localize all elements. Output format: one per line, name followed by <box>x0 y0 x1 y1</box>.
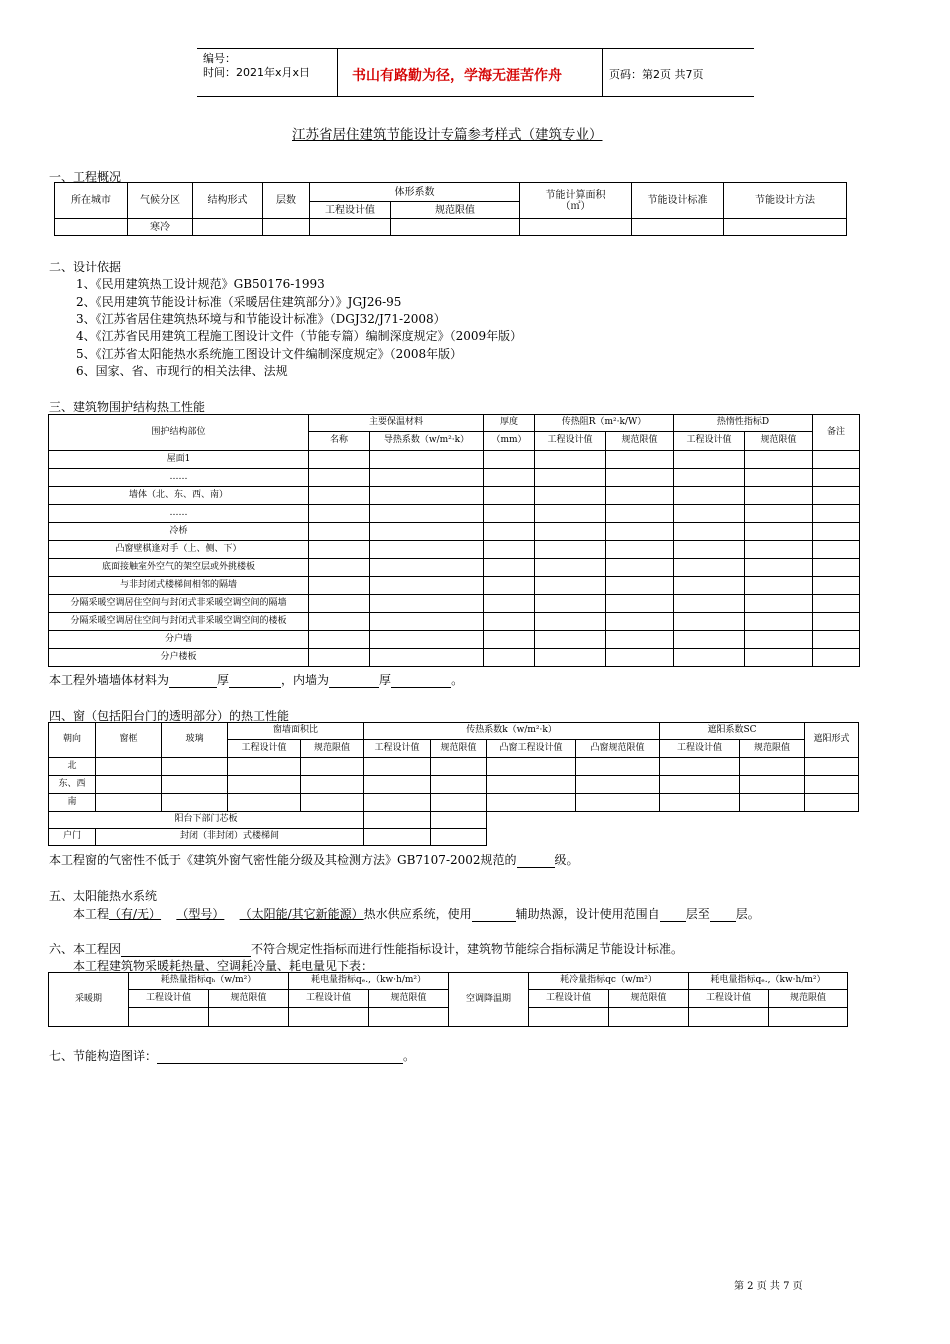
cell <box>484 631 535 649</box>
cell <box>674 649 745 667</box>
cell <box>724 219 847 236</box>
cell <box>674 523 745 541</box>
cell <box>813 523 860 541</box>
table-row <box>49 523 860 541</box>
solar-water-line <box>73 905 760 922</box>
cell <box>370 613 484 631</box>
th-bay-limit: 凸窗规范限值 <box>576 740 660 758</box>
th-ratio-design: 工程设计值 <box>228 740 301 758</box>
th-cooling-period: 空调降温期 <box>449 973 529 1027</box>
option-model[interactable]: （型号） <box>176 907 225 921</box>
option-yes-no[interactable]: （有/无） <box>109 907 162 921</box>
reference-item: 4、《江苏省民用建筑工程施工图设计文件（节能专篇）编制深度规定》（2009年版） <box>76 329 523 343</box>
blank-field[interactable] <box>121 944 251 957</box>
table-row <box>49 541 860 559</box>
cell <box>484 595 535 613</box>
row-balcony-door-panel: 阳台下部门芯板 <box>49 812 364 829</box>
blank-field[interactable] <box>391 675 451 688</box>
cell <box>129 1008 209 1027</box>
cell <box>193 219 263 236</box>
envelope-part-label: …… <box>49 505 309 523</box>
cell <box>96 776 162 794</box>
airtightness-note <box>49 851 579 868</box>
cell <box>520 219 632 236</box>
section-1-heading: 一、工程概况 <box>49 170 122 184</box>
cell <box>535 595 606 613</box>
reference-item: 3、《江苏省居住建筑热环境与和节能设计标准》（DGJ32/J71-2008） <box>76 312 446 326</box>
blank-field[interactable] <box>229 675 281 688</box>
th-heat-index: 耗热量指标qₕ（w/m²） <box>129 973 289 990</box>
cell <box>576 794 660 812</box>
cell <box>535 469 606 487</box>
th-floors: 层数 <box>263 183 310 219</box>
cell <box>745 523 813 541</box>
cell-merged <box>487 812 859 846</box>
cell <box>370 577 484 595</box>
cell <box>484 613 535 631</box>
cell <box>606 451 674 469</box>
cell <box>606 559 674 577</box>
cell <box>745 577 813 595</box>
cell <box>529 1008 609 1027</box>
th-design-value: 工程设计值 <box>689 990 769 1008</box>
cell <box>606 613 674 631</box>
cell <box>209 1008 289 1027</box>
envelope-part-label: 屋面1 <box>49 451 309 469</box>
th-sc-design: 工程设计值 <box>660 740 740 758</box>
header-motto: 书山有路勤为径，学海无涯苦作舟 <box>352 68 562 84</box>
th-energy-standard: 节能设计标准 <box>632 183 724 219</box>
cell <box>309 577 370 595</box>
table-row <box>49 631 860 649</box>
table-row <box>49 577 860 595</box>
cell <box>370 631 484 649</box>
th-climate-zone: 气候分区 <box>128 183 193 219</box>
cell <box>228 776 301 794</box>
cell <box>745 541 813 559</box>
cell <box>813 577 860 595</box>
th-thermal-inertia: 热惰性指标D <box>674 415 813 432</box>
th-shading-type: 遮阳形式 <box>805 723 859 758</box>
cell <box>535 577 606 595</box>
cell <box>745 649 813 667</box>
th-limit-value: 规范限值 <box>369 990 449 1008</box>
cell <box>487 794 576 812</box>
note-text: 六、本工程因 <box>49 942 122 956</box>
th-heating-period: 采暖期 <box>49 973 129 1027</box>
th-energy-area: 节能计算面积 （㎡） <box>520 183 632 219</box>
section-7-heading <box>49 1047 415 1064</box>
cell <box>674 541 745 559</box>
table-row <box>49 487 860 505</box>
cell <box>606 469 674 487</box>
cell <box>813 559 860 577</box>
reference-item: 1、《民用建筑热工设计规范》GB50176-1993 <box>76 277 325 291</box>
blank-field[interactable] <box>517 855 555 868</box>
cell <box>674 487 745 505</box>
cell-climate-value: 寒冷 <box>128 219 193 236</box>
project-overview-table <box>54 182 847 236</box>
header-top-line <box>197 48 754 49</box>
note-text: 层。 <box>735 907 760 921</box>
note-text: 级。 <box>554 853 579 867</box>
cell <box>309 649 370 667</box>
th-thermal-resistance: 传热阻R（m²·k/W） <box>535 415 674 432</box>
cell <box>535 487 606 505</box>
table-row <box>49 758 859 776</box>
cell <box>309 559 370 577</box>
cell <box>535 559 606 577</box>
table-row <box>49 613 860 631</box>
cell <box>487 776 576 794</box>
cell <box>813 451 860 469</box>
window-thermal-table <box>48 722 859 846</box>
cell <box>813 541 860 559</box>
option-energy-type[interactable]: （太阳能/其它新能源） <box>239 907 364 921</box>
envelope-thermal-table <box>48 414 860 667</box>
table-row <box>49 595 860 613</box>
cell <box>263 219 310 236</box>
blank-field[interactable] <box>660 909 686 922</box>
cell <box>431 776 487 794</box>
cell <box>674 559 745 577</box>
cell <box>484 577 535 595</box>
cell <box>162 758 228 776</box>
cell <box>484 523 535 541</box>
th-r-limit: 规范限值 <box>606 432 674 451</box>
th-shape-coefficient: 体形系数 <box>310 183 520 202</box>
cell <box>674 631 745 649</box>
th-shading-coef: 遮阳系数SC <box>660 723 805 740</box>
th-ratio-limit: 规范限值 <box>301 740 364 758</box>
wall-material-note <box>49 671 463 688</box>
section-2-heading: 二、设计依据 <box>49 260 122 274</box>
table-row <box>49 776 859 794</box>
cell <box>487 758 576 776</box>
envelope-part-label: 凸窗壁棋逢对手（上、侧、下） <box>49 541 309 559</box>
note-text: 层至 <box>685 907 710 921</box>
cell <box>576 776 660 794</box>
page-title: 江苏省居住建筑节能设计专篇参考样式（建筑专业） <box>292 127 603 143</box>
th-conductivity: 导热系数（w/m²·k） <box>370 432 484 451</box>
cell <box>364 794 431 812</box>
th-window-wall-ratio: 窗墙面积比 <box>228 723 364 740</box>
page-footer: 第 2 页 共 7 页 <box>734 1281 803 1292</box>
cell <box>364 758 431 776</box>
reference-item: 2、《民用建筑节能设计标准（采暖居住建筑部分）》JGJ26-95 <box>76 295 402 309</box>
th-glass: 玻璃 <box>162 723 228 758</box>
cell <box>805 794 859 812</box>
th-design-value: 工程设计值 <box>289 990 369 1008</box>
cell <box>745 595 813 613</box>
cell <box>431 794 487 812</box>
cell <box>309 631 370 649</box>
cell <box>609 1008 689 1027</box>
cell <box>745 505 813 523</box>
cell <box>301 776 364 794</box>
cell <box>431 812 487 829</box>
cell <box>96 794 162 812</box>
cell <box>431 829 487 846</box>
cell <box>370 469 484 487</box>
th-structure: 结构形式 <box>193 183 263 219</box>
note-text: 。 <box>451 673 464 687</box>
table-row <box>49 469 860 487</box>
th-d-design: 工程设计值 <box>674 432 745 451</box>
cell <box>309 487 370 505</box>
th-elec-index-cooling: 耗电量指标qₑ.,（kw·h/m²） <box>689 973 848 990</box>
th-limit-value: 规范限值 <box>209 990 289 1008</box>
note-text: 七、节能构造图详： <box>49 1049 158 1063</box>
orientation-label: 北 <box>49 758 96 776</box>
cell <box>660 758 740 776</box>
cell <box>606 577 674 595</box>
note-text: 厚 <box>217 673 230 687</box>
cell <box>391 219 520 236</box>
window-rows <box>49 758 859 812</box>
envelope-part-label: 分隔采暖空调居住空间与封闭式非采暖空调空间的隔墙 <box>49 595 309 613</box>
orientation-label: 南 <box>49 794 96 812</box>
cell <box>370 649 484 667</box>
cell <box>309 613 370 631</box>
envelope-part-label: 分隔采暖空调居住空间与封闭式非采暖空调空间的楼板 <box>49 613 309 631</box>
header-divider-1 <box>337 48 338 96</box>
cell <box>309 451 370 469</box>
cell <box>674 469 745 487</box>
cell <box>535 505 606 523</box>
cell <box>309 523 370 541</box>
reference-item: 6、国家、省、市现行的相关法律、法规 <box>76 364 288 378</box>
cell <box>364 829 431 846</box>
table-row <box>49 559 860 577</box>
cell <box>228 758 301 776</box>
cell <box>813 469 860 487</box>
blank-field[interactable] <box>329 675 379 688</box>
cell <box>301 758 364 776</box>
cell <box>370 595 484 613</box>
cell <box>96 758 162 776</box>
cell <box>484 469 535 487</box>
cell <box>484 559 535 577</box>
envelope-part-label: 墙体（北、东、西、南） <box>49 487 309 505</box>
table-row <box>49 794 859 812</box>
cell <box>484 505 535 523</box>
cell <box>606 541 674 559</box>
header-time: 时间：2021年x月x日 <box>203 66 311 79</box>
th-d-limit: 规范限值 <box>745 432 813 451</box>
header-divider-2 <box>602 48 603 96</box>
cell <box>813 613 860 631</box>
cell <box>309 541 370 559</box>
blank-field[interactable] <box>710 909 736 922</box>
blank-field[interactable] <box>472 909 516 922</box>
cell <box>369 1008 449 1027</box>
cell <box>484 487 535 505</box>
blank-field[interactable] <box>157 1051 403 1064</box>
cell <box>689 1008 769 1027</box>
cell <box>813 631 860 649</box>
header-number: 编号： <box>203 52 236 65</box>
cell <box>535 649 606 667</box>
energy-intro: 本工程建筑物采暖耗热量、空调耗冷量、耗电量见下表： <box>73 959 374 973</box>
cell <box>301 794 364 812</box>
note-text: 辅助热源，设计使用范围自 <box>515 907 660 921</box>
cell <box>364 812 431 829</box>
table-row <box>49 505 860 523</box>
cell <box>289 1008 369 1027</box>
cell <box>745 559 813 577</box>
th-energy-method: 节能设计方法 <box>724 183 847 219</box>
cell <box>576 758 660 776</box>
cell <box>484 451 535 469</box>
th-elec-index-heating: 耗电量指标qₑ.,（kw·h/m²） <box>289 973 449 990</box>
cell <box>484 649 535 667</box>
cell <box>674 505 745 523</box>
cell <box>606 595 674 613</box>
cell <box>370 451 484 469</box>
cell <box>484 541 535 559</box>
th-city: 所在城市 <box>55 183 128 219</box>
blank-field[interactable] <box>169 675 217 688</box>
cell <box>606 649 674 667</box>
cell <box>535 523 606 541</box>
cell <box>370 541 484 559</box>
cell <box>370 505 484 523</box>
cell <box>370 559 484 577</box>
cell <box>813 505 860 523</box>
envelope-part-label: 冷桥 <box>49 523 309 541</box>
th-remarks: 备注 <box>813 415 860 451</box>
th-thickness-unit: （mm） <box>484 432 535 451</box>
orientation-label: 东、西 <box>49 776 96 794</box>
th-design-value: 工程设计值 <box>529 990 609 1008</box>
note-text: 本工程外墙墙体材料为 <box>49 673 170 687</box>
cell <box>674 451 745 469</box>
envelope-rows <box>49 451 860 667</box>
th-limit-value: 规范限值 <box>609 990 689 1008</box>
cell <box>162 776 228 794</box>
row-stairwell: 封闭（非封闭）式楼梯间 <box>96 829 364 846</box>
th-r-design: 工程设计值 <box>535 432 606 451</box>
note-text: ，内墙为 <box>281 673 330 687</box>
cell <box>535 541 606 559</box>
cell <box>745 451 813 469</box>
cell <box>745 613 813 631</box>
cell <box>660 794 740 812</box>
note-text: 不符合规定性指标而进行性能指标设计，建筑物节能综合指标满足节能设计标准。 <box>251 942 684 956</box>
th-limit-value: 规范限值 <box>769 990 848 1008</box>
section-4-heading: 四、窗（包括阳台门的透明部分）的热工性能 <box>49 709 290 723</box>
th-design-value: 工程设计值 <box>129 990 209 1008</box>
section-3-heading: 三、建筑物围护结构热工性能 <box>49 400 206 414</box>
cell <box>370 523 484 541</box>
cell <box>370 487 484 505</box>
cell <box>162 794 228 812</box>
cell <box>535 631 606 649</box>
cell <box>813 595 860 613</box>
cell <box>309 595 370 613</box>
note-text: 本工程 <box>73 907 110 921</box>
cell <box>813 649 860 667</box>
row-entry-door: 户门 <box>49 829 96 846</box>
cell <box>769 1008 848 1027</box>
cell <box>309 469 370 487</box>
section-5-heading: 五、太阳能热水系统 <box>49 889 158 903</box>
envelope-part-label: 底面接触室外空气的架空层或外挑楼板 <box>49 559 309 577</box>
cell <box>310 219 391 236</box>
cell <box>805 758 859 776</box>
th-limit-value: 规范限值 <box>391 202 520 219</box>
th-design-value: 工程设计值 <box>310 202 391 219</box>
th-k-limit: 规范限值 <box>431 740 487 758</box>
cell <box>674 613 745 631</box>
cell <box>674 595 745 613</box>
note-text: 厚 <box>379 673 392 687</box>
th-orientation: 朝向 <box>49 723 96 758</box>
th-k-design: 工程设计值 <box>364 740 431 758</box>
cell <box>309 505 370 523</box>
envelope-part-label: 分户墙 <box>49 631 309 649</box>
section-6-heading <box>49 940 683 957</box>
cell <box>745 487 813 505</box>
th-material-name: 名称 <box>309 432 370 451</box>
cell <box>606 523 674 541</box>
note-text: 。 <box>403 1049 416 1063</box>
th-insulation-material: 主要保温材料 <box>309 415 484 432</box>
cell <box>674 577 745 595</box>
cell <box>606 505 674 523</box>
table-row <box>49 649 860 667</box>
cell <box>606 487 674 505</box>
header-page: 页码：第2页 共7页 <box>609 68 704 81</box>
th-cold-index: 耗冷量指标qc（w/m²） <box>529 973 689 990</box>
energy-consumption-table <box>48 972 848 1027</box>
cell <box>228 794 301 812</box>
reference-item: 5、《江苏省太阳能热水系统施工图设计文件编制深度规定》（2008年版） <box>76 347 463 361</box>
th-heat-transfer: 传热系数k（w/m²·k） <box>364 723 660 740</box>
note-text: 热水供应系统，使用 <box>363 907 472 921</box>
cell <box>740 794 805 812</box>
th-bay-design: 凸窗工程设计值 <box>487 740 576 758</box>
header-bottom-line <box>197 96 754 97</box>
cell <box>606 631 674 649</box>
envelope-part-label: 与非封闭式楼梯间相邻的隔墙 <box>49 577 309 595</box>
th-envelope-part: 围护结构部位 <box>49 415 309 451</box>
cell <box>535 613 606 631</box>
cell <box>740 758 805 776</box>
th-sc-limit: 规范限值 <box>740 740 805 758</box>
cell <box>745 631 813 649</box>
cell <box>745 469 813 487</box>
th-frame: 窗框 <box>96 723 162 758</box>
table-row <box>49 451 860 469</box>
cell <box>632 219 724 236</box>
cell <box>805 776 859 794</box>
cell <box>55 219 128 236</box>
cell <box>813 487 860 505</box>
note-text: 本工程窗的气密性不低于《建筑外窗气密性能分级及其检测方法》GB7107-2002规范的 <box>49 853 517 867</box>
cell <box>660 776 740 794</box>
envelope-part-label: …… <box>49 469 309 487</box>
th-thickness: 厚度 <box>484 415 535 432</box>
cell <box>535 451 606 469</box>
cell <box>364 776 431 794</box>
envelope-part-label: 分户楼板 <box>49 649 309 667</box>
cell <box>431 758 487 776</box>
cell <box>740 776 805 794</box>
